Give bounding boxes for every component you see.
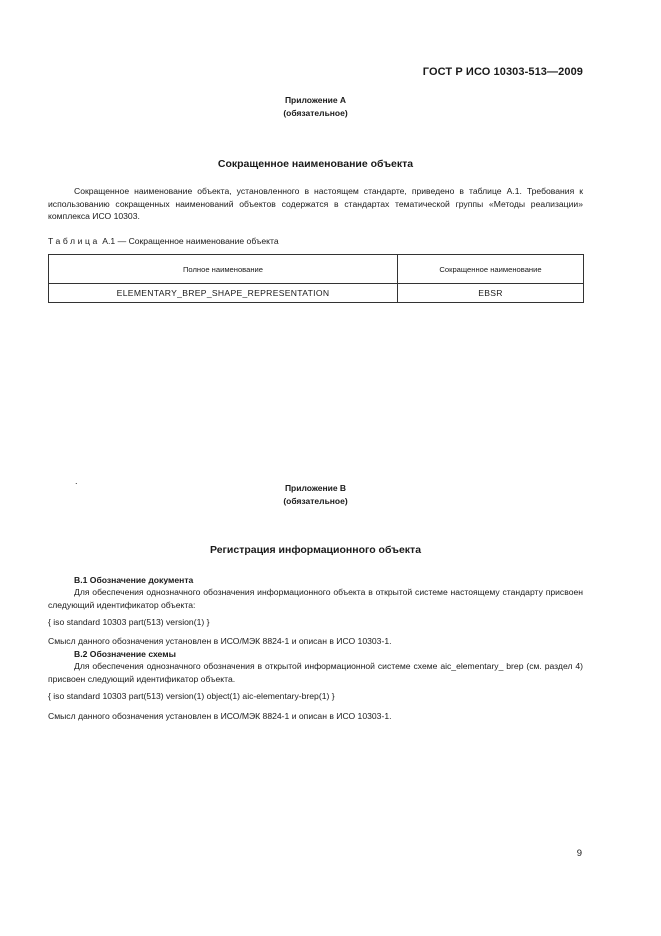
appendix-b-status: (обязательное) xyxy=(283,496,348,506)
section-b1-paragraph-text: Для обеспечения однозначного обозначения информационного объекта в открытой системе настоящему стандарту присвоен следующий идентификатор объекта: xyxy=(48,587,583,610)
section-b2-paragraph xyxy=(48,660,583,685)
section-b2-paragraph-text: Для обеспечения однозначного обозначения в открытой информационной системе схеме aic_elementary_ brep (см. раздел 4) присвоен следующий идентификатор объекта. xyxy=(48,661,583,684)
table-header-short-name: Сокращенное наименование xyxy=(398,255,584,284)
section-b2-identifier: { iso standard 10303 part(513) version(1) object(1) aic-elementary-brep(1) } xyxy=(48,691,335,701)
appendix-a-title: Приложение А xyxy=(284,95,347,105)
appendix-b-heading: Регистрация информационного объекта xyxy=(209,544,422,556)
table-caption xyxy=(48,236,279,246)
appendix-a-paragraph-text: Сокращенное наименование объекта, установленного в настоящем стандарте, приведено в таблице А.1. Требования к использованию сокращенных наименований объектов содержатся в стандартах тематической группы «Методы реализации» комплекса ИСО 10303. xyxy=(48,186,583,222)
standard-id-header: ГОСТ Р ИСО 10303-513—2009 xyxy=(422,66,583,78)
table-cell-short-name: EBSR xyxy=(398,284,584,303)
appendix-a-status: (обязательное) xyxy=(283,108,348,118)
appendix-b-title: Приложение В xyxy=(284,483,347,493)
abbreviation-table xyxy=(48,254,584,303)
section-b1-heading: В.1 Обозначение документа xyxy=(74,575,194,585)
section-b1-paragraph xyxy=(48,586,583,611)
section-b1-identifier: { iso standard 10303 part(513) version(1) } xyxy=(48,617,210,627)
section-b1-note: Смысл данного обозначения установлен в ИСО/МЭК 8824-1 и описан в ИСО 10303-1. xyxy=(48,636,392,646)
section-b2-note: Смысл данного обозначения установлен в ИСО/МЭК 8824-1 и описан в ИСО 10303-1. xyxy=(48,711,392,721)
table-cell-full-name: ELEMENTARY_BREP_SHAPE_REPRESENTATION xyxy=(49,284,398,303)
table-caption-text: А.1 — Сокращенное наименование объекта xyxy=(102,236,279,246)
table-header-full-name: Полное наименование xyxy=(49,255,398,284)
appendix-b-header xyxy=(48,482,583,508)
table-caption-prefix: Таблица xyxy=(48,236,100,246)
table-header-row xyxy=(49,255,584,284)
appendix-a-header xyxy=(48,94,583,120)
appendix-a-heading: Сокращенное наименование объекта xyxy=(217,158,414,170)
table-row xyxy=(49,284,584,303)
appendix-a-paragraph xyxy=(48,185,583,223)
page-number: 9 xyxy=(576,848,582,859)
stray-dot-mark: . xyxy=(75,476,78,486)
section-b2-heading: В.2 Обозначение схемы xyxy=(74,649,176,659)
